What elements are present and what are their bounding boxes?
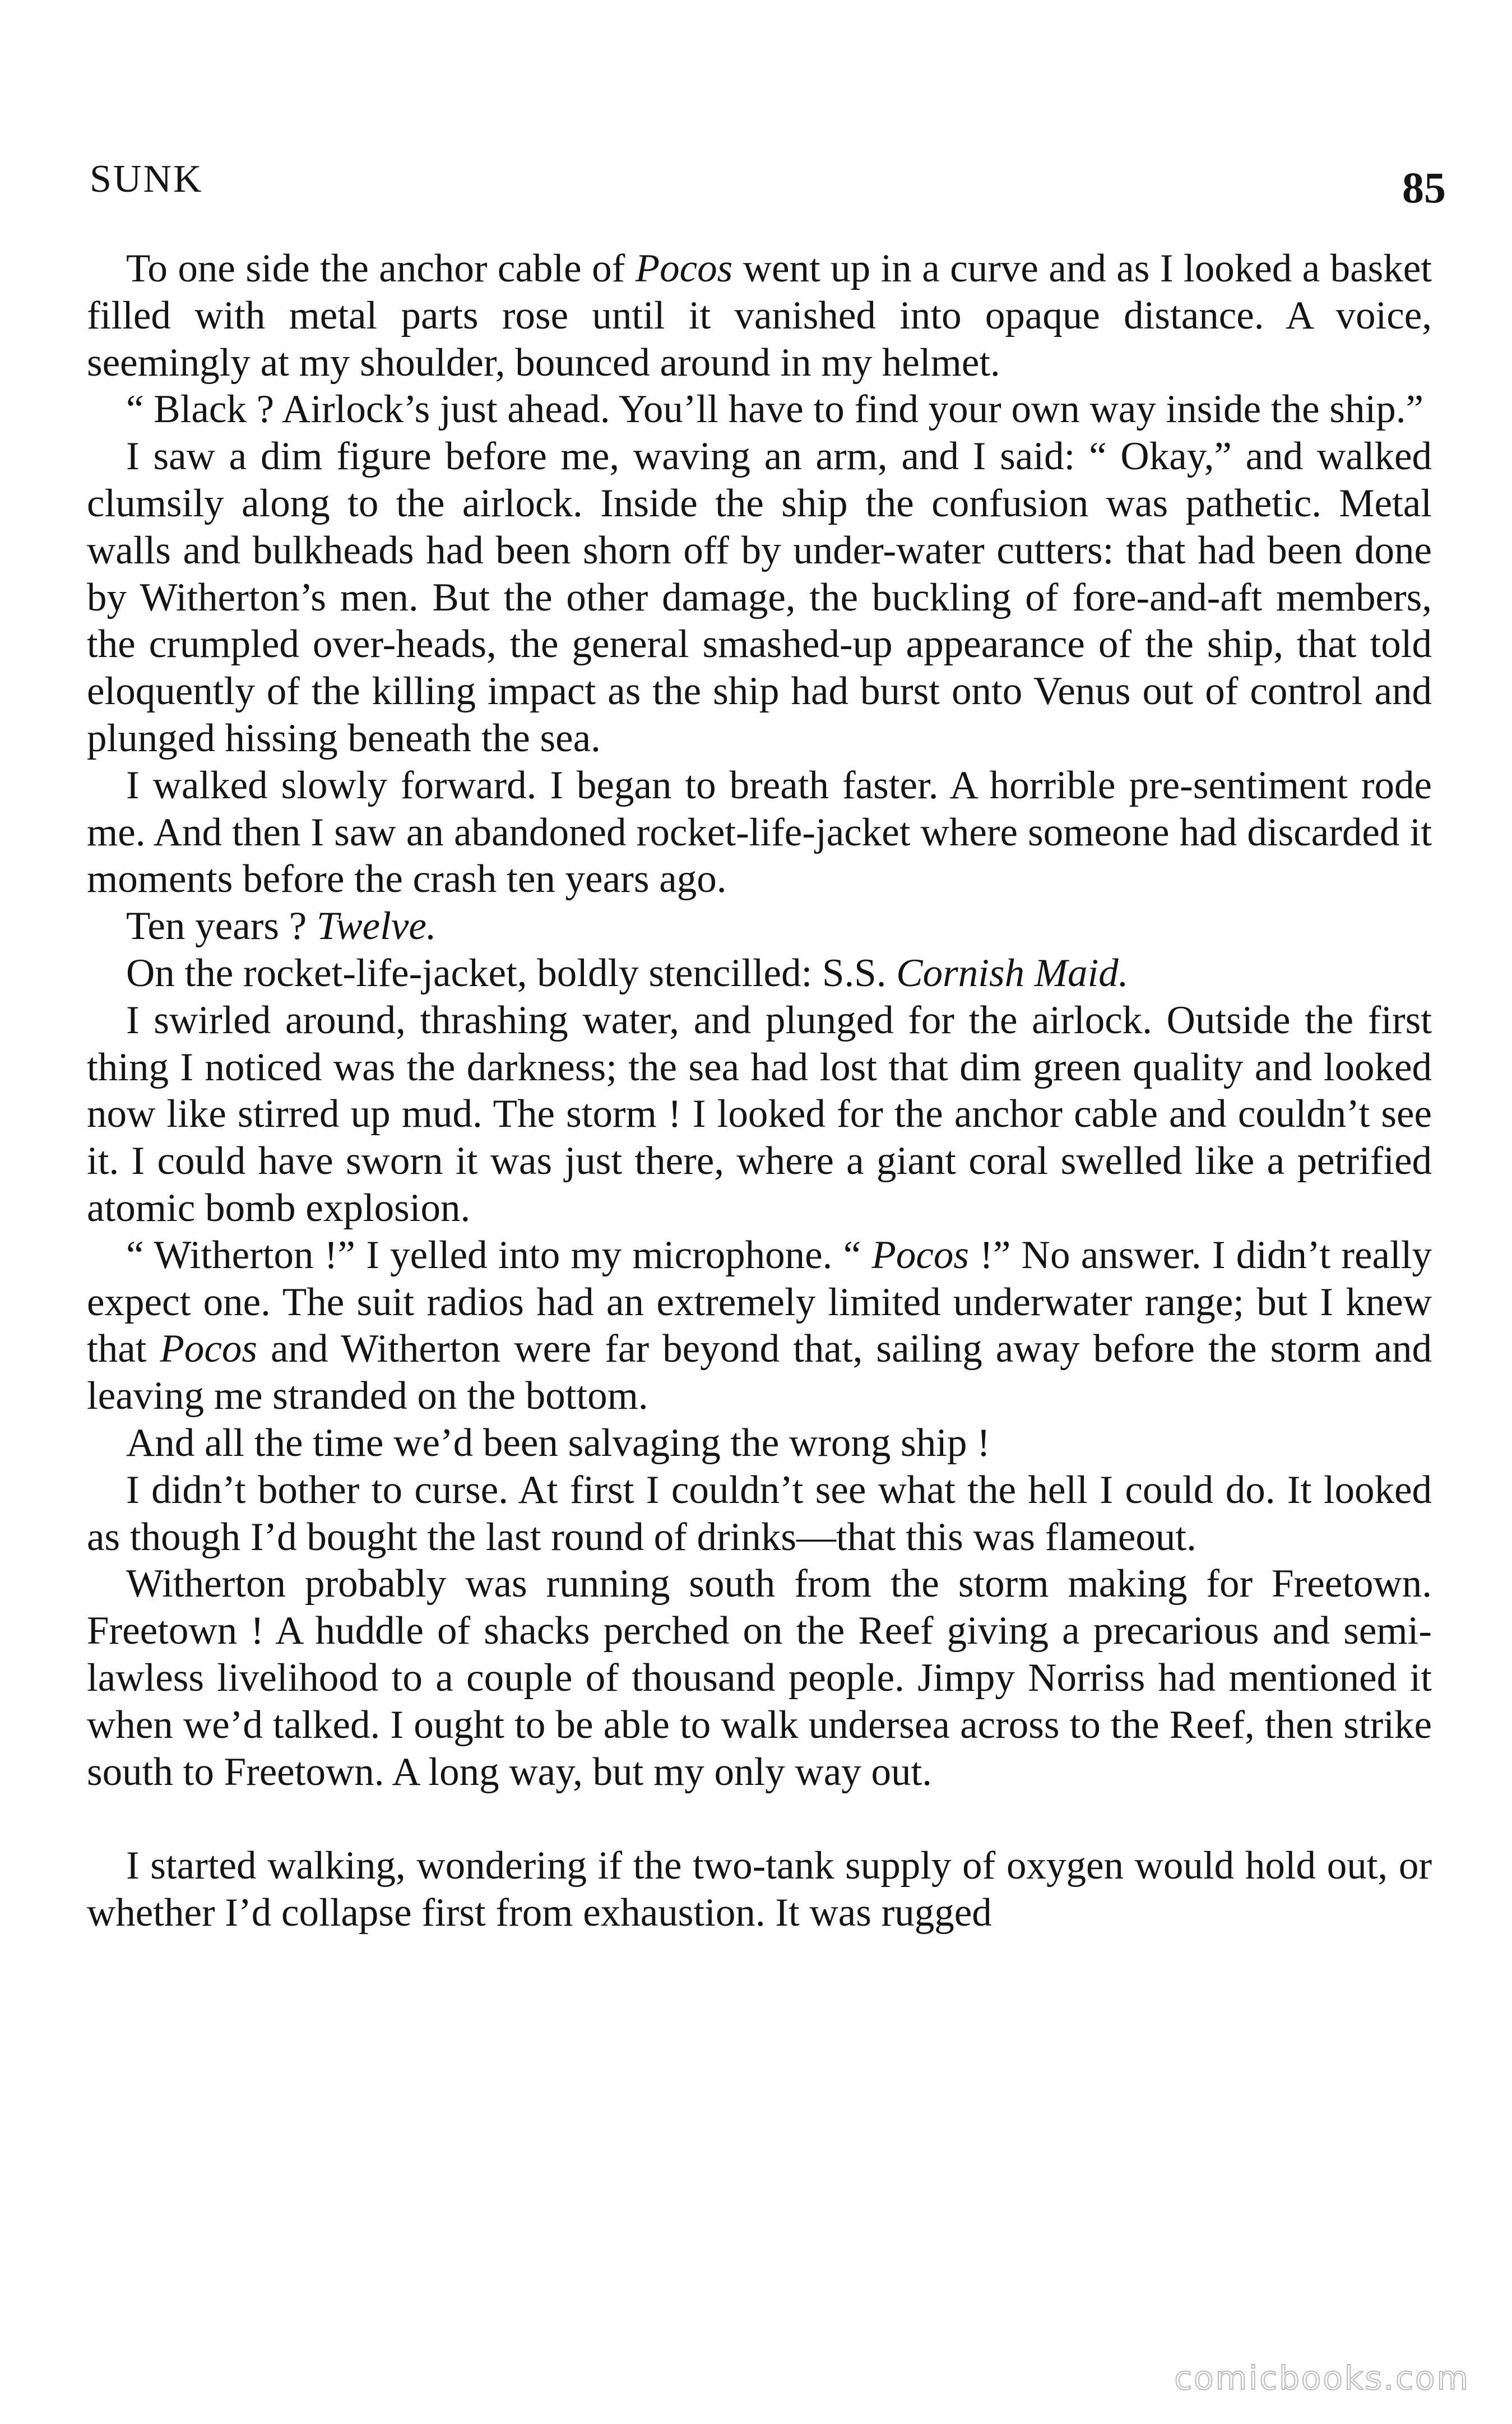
page-header [90, 157, 1446, 219]
paragraph-7: I swirled around, thrashing water, and plunged for the airlock. Outside the first thing I noticed was the darkness; the sea had lost that dim green quality and looked now like stirred up mud. The storm ! I looked for the anchor cable and couldn’t see it. I could have sworn it was just there, where a giant coral swelled like a petrified atomic bomb explosion. [87, 998, 1432, 1230]
paragraph-12: I started walking, wondering if the two-tank supply of oxygen would hold out, or whether I’d collapse first from exhaustion. It was rugged [87, 1844, 1432, 1935]
body-text [87, 246, 1432, 1937]
running-head: SUNK [90, 158, 203, 201]
paragraph-8: “ Witherton !” I yelled into my microphone. “ Pocos !” No answer. I didn’t really expect one. The suit radios had an extremely limited underwater range; but I knew that Pocos and Witherton were far beyond that, sailing away before the storm and leaving me stranded on the bottom. [87, 1233, 1432, 1418]
paragraph-9: And all the time we’d been salvaging the wrong ship ! [126, 1421, 990, 1465]
paragraph-11: Witherton probably was running south from the storm making for Freetown. Freetown ! A huddle of shacks perched on the Reef giving a precarious and semi-lawless livelihood to a couple of thousand people. Jimpy Norriss had mentioned it when we’d talked. I ought to be able to walk undersea across to the Reef, then strike south to Freetown. A long way, but my only way out. [87, 1562, 1432, 1794]
paragraph-2: “ Black ? Airlock’s just ahead. You’ll have to find your own way inside the ship.” [126, 387, 1423, 432]
paragraph-3: I saw a dim figure before me, waving an arm, and I said: “ Okay,” and walked clumsily along to the airlock. Inside the ship the confusion was pathetic. Metal walls and bulkheads had been shorn off by under-water cutters: that had been done by Witherton’s men. But the other damage, the buckling of fore-and-aft members, the crumpled over-heads, the general smashed-up appearance of the ship, that told eloquently of the killing impact as the ship had burst onto Venus out of control and plunged hissing beneath the sea. [87, 434, 1432, 760]
page-number: 85 [1402, 163, 1446, 212]
paragraph-1: To one side the anchor cable of Pocos went up in a curve and as I looked a basket filled with metal parts rose until it vanished into opaque distance. A voice, seemingly at my shoulder, bounced around in my helmet. [87, 247, 1432, 385]
paragraph-5: Ten years ? Twelve. [126, 904, 437, 949]
paragraph-4: I walked slowly forward. I began to breath faster. A horrible pre-sentiment rode me. And then I saw an abandoned rocket-life-jacket where someone had discarded it moments before the crash ten years ago. [87, 763, 1432, 901]
paragraph-6: On the rocket-life-jacket, boldly stencilled: S.S. Cornish Maid. [126, 951, 1129, 995]
paragraph-10: I didn’t bother to curse. At first I couldn’t see what the hell I could do. It looked as though I’d bought the last round of drinks—that this was flameout. [87, 1468, 1432, 1559]
watermark-logo: comicbooks.com [1174, 2359, 1470, 2397]
